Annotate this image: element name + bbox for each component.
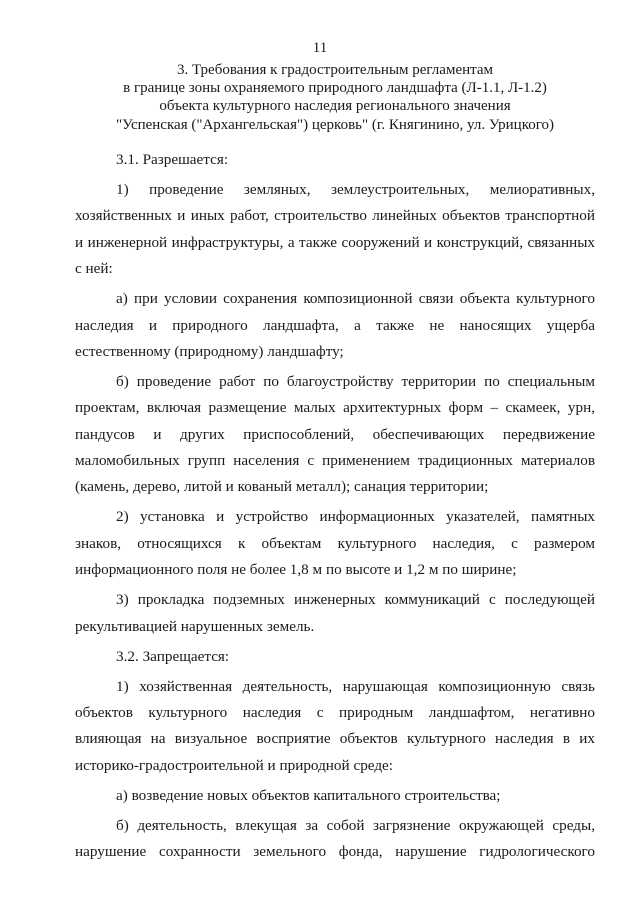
heading-line-2: в границе зоны охраняемого природного ландшафта (Л-1.1, Л-1.2)	[123, 80, 547, 97]
text-line: маломобильных групп населения с применением традиционных материалов	[75, 452, 595, 470]
page-number: 11	[312, 40, 328, 56]
paragraph-3-1-item-1b	[75, 369, 595, 501]
text-line: б) проведение работ по благоустройству территории по специальным	[116, 372, 595, 390]
text-line: естественному (природному) ландшафту;	[75, 342, 344, 360]
heading-line-3: объекта культурного наследия регионального значения	[159, 98, 511, 115]
text-line: 2) установка и устройство информационных указателей, памятных	[116, 508, 595, 526]
text-line: рекультивацией нарушенных земель.	[75, 617, 315, 635]
text-line: пандусов и других приспособлений, обеспечивающих передвижение	[75, 425, 595, 443]
subsection-title-3-2: 3.2. Запрещается:	[116, 647, 230, 665]
text-line: с ней:	[75, 260, 113, 278]
paragraph-3-1-item-1a	[75, 286, 595, 365]
text-line: б) деятельность, влекущая за собой загрязнение окружающей среды,	[116, 816, 595, 834]
text-line: а) при условии сохранения композиционной связи объекта культурного	[116, 290, 595, 308]
text-line: знаков, относящихся к объектам культурного наследия, с размером	[75, 534, 595, 552]
text-line: объектов культурного наследия с природным ландшафтом, негативно	[75, 703, 595, 721]
paragraph-3-1-item-1	[75, 177, 595, 283]
heading-line-4: "Успенская ("Архангельская") церковь" (г. Княгинино, ул. Урицкого)	[116, 116, 554, 133]
text-line: информационного поля не более 1,8 м по высоте и 1,2 м по ширине;	[75, 561, 517, 579]
heading-line-1: 3. Требования к градостроительным регламентам	[176, 62, 494, 78]
text-line: хозяйственных и иных работ, строительство линейных объектов транспортной	[75, 207, 595, 225]
subsection-title-3-1: 3.1. Разрешается:	[116, 151, 229, 168]
section-heading	[60, 61, 610, 134]
text-line: 3) прокладка подземных инженерных коммуникаций с последующей	[116, 591, 595, 609]
paragraph-3-2-item-1a	[75, 783, 595, 809]
text-line: наследия и природного ландшафта, а также не наносящих ущерба	[75, 316, 595, 334]
text-line: нарушение сохранности земельного фонда, нарушение гидрологического	[75, 843, 595, 861]
text-line: влияющая на визуальное восприятие объектов культурного наследия в их	[75, 730, 595, 748]
text-line: историко-градостроительной и природной среде:	[75, 756, 394, 774]
paragraph-3-2-item-1b	[75, 813, 595, 866]
text-line: и инженерной инфраструктуры, а также сооружений и конструкций, связанных	[75, 233, 595, 251]
text-line: 1) проведение земляных, землеустроительных, мелиоративных,	[116, 180, 595, 198]
text-line: проектам, включая размещение малых архитектурных форм – скамеек, урн,	[75, 399, 595, 417]
paragraph-3-2-item-1	[75, 674, 595, 780]
paragraph-3-1-item-3	[75, 587, 595, 640]
document-body	[75, 147, 595, 866]
text-line: а) возведение новых объектов капитального строительства;	[116, 786, 501, 804]
paragraph-3-1-item-2	[75, 504, 595, 583]
text-line: (камень, дерево, литой и кованый металл); санация территории;	[75, 478, 489, 496]
text-line: 1) хозяйственная деятельность, нарушающая композиционную связь	[116, 677, 595, 695]
